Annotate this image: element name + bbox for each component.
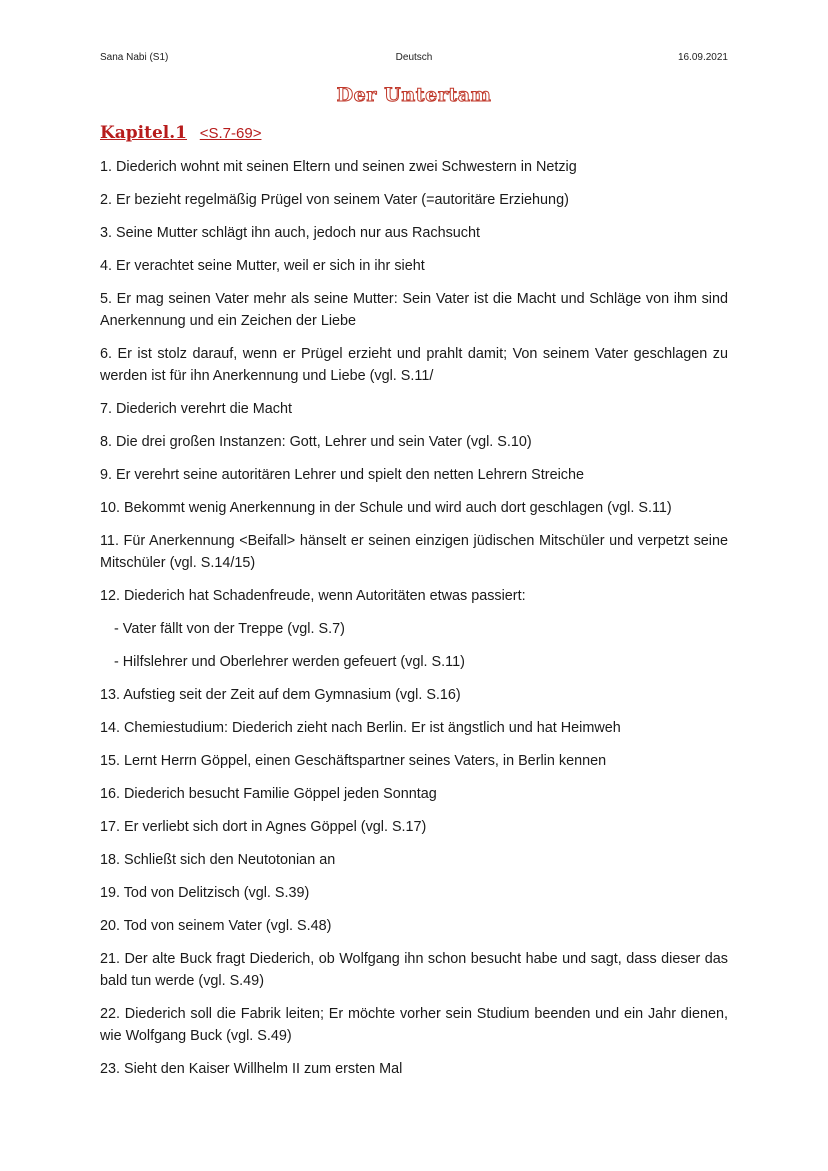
list-item: 4. Er verachtet seine Mutter, weil er sich in ihr sieht: [100, 258, 425, 274]
list-item: 5. Er mag seinen Vater mehr als seine Mutter: Sein Vater ist die Macht und Schläge von ihm sind Anerkennung und ein Zeichen der Liebe: [100, 291, 728, 329]
chapter-heading: [100, 123, 261, 143]
list-item: 16. Diederich besucht Familie Göppel jeden Sonntag: [100, 786, 437, 802]
list-item: 9. Er verehrt seine autoritären Lehrer und spielt den netten Lehrern Streiche: [100, 467, 584, 483]
header-author: Sana Nabi (S1): [100, 52, 169, 63]
list-item: 21. Der alte Buck fragt Diederich, ob Wolfgang ihn schon besucht habe und sagt, dass dieser das bald tun werde (vgl. S.49): [100, 951, 728, 989]
list-subitem: - Hilfslehrer und Oberlehrer werden gefeuert (vgl. S.11): [114, 654, 465, 670]
list-item: 2. Er bezieht regelmäßig Prügel von seinem Vater (=autoritäre Erziehung): [100, 192, 569, 208]
document-title: Der Untertam: [336, 84, 492, 106]
header-subject: Deutsch: [395, 52, 433, 63]
list-item: 1. Diederich wohnt mit seinen Eltern und seinen zwei Schwestern in Netzig: [100, 159, 577, 175]
list-item: 20. Tod von seinem Vater (vgl. S.48): [100, 918, 332, 934]
summary-list: [100, 156, 728, 1091]
list-item: 14. Chemiestudium: Diederich zieht nach Berlin. Er ist ängstlich und hat Heimweh: [100, 720, 621, 736]
list-item: 19. Tod von Delitzisch (vgl. S.39): [100, 885, 310, 901]
header-date: 16.09.2021: [677, 52, 728, 63]
list-item: 10. Bekommt wenig Anerkennung in der Schule und wird auch dort geschlagen (vgl. S.11): [100, 500, 672, 516]
list-item: 23. Sieht den Kaiser Willhelm II zum ersten Mal: [100, 1061, 403, 1077]
list-item: 7. Diederich verehrt die Macht: [100, 401, 292, 417]
list-item: 12. Diederich hat Schadenfreude, wenn Autoritäten etwas passiert:: [100, 588, 526, 604]
list-item: 15. Lernt Herrn Göppel, einen Geschäftspartner seines Vaters, in Berlin kennen: [100, 753, 607, 769]
list-item: 11. Für Anerkennung <Beifall> hänselt er seinen einzigen jüdischen Mitschüler und verpetzt seine Mitschüler (vgl. S.14/15): [100, 533, 728, 571]
list-item: 18. Schließt sich den Neutotonian an: [100, 852, 336, 868]
chapter-page-range: <S.7-69>: [199, 125, 262, 142]
list-subitem: - Vater fällt von der Treppe (vgl. S.7): [114, 621, 345, 637]
list-item: 6. Er ist stolz darauf, wenn er Prügel erzieht und prahlt damit; Von seinem Vater geschlagen zu werden ist für ihn Anerkennung und Liebe (vgl. S.11/: [100, 346, 728, 384]
list-item: 3. Seine Mutter schlägt ihn auch, jedoch nur aus Rachsucht: [100, 225, 480, 241]
list-item: 17. Er verliebt sich dort in Agnes Göppel (vgl. S.17): [100, 819, 427, 835]
list-item: 22. Diederich soll die Fabrik leiten; Er möchte vorher sein Studium beenden und ein Jahr dienen, wie Wolfgang Buck (vgl. S.49): [100, 1006, 728, 1044]
chapter-label: Kapitel.1: [100, 123, 188, 143]
list-item: 8. Die drei großen Instanzen: Gott, Lehrer und sein Vater (vgl. S.10): [100, 434, 532, 450]
list-item: 13. Aufstieg seit der Zeit auf dem Gymnasium (vgl. S.16): [100, 687, 461, 703]
